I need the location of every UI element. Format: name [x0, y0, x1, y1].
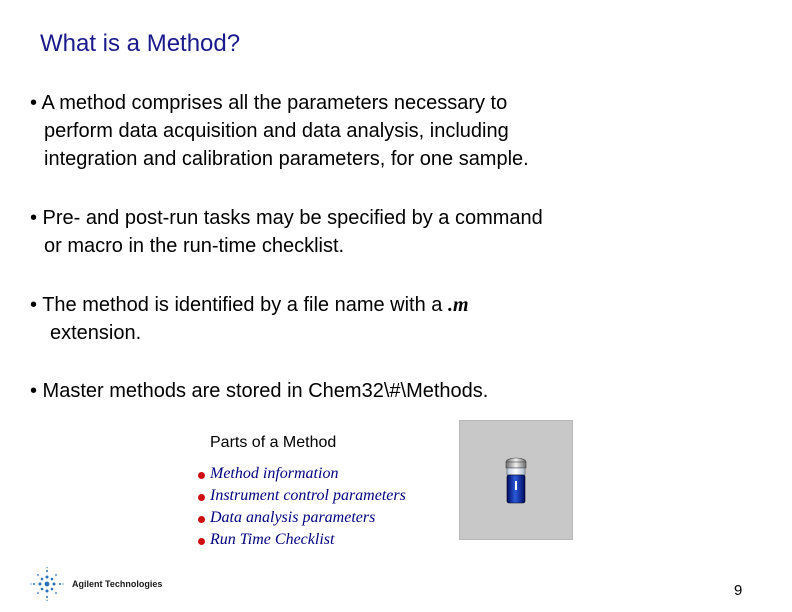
list-item — [198, 485, 406, 507]
bullet-text: integration and calibration parameters, for one sample. — [44, 148, 529, 170]
logo-text: Agilent Technologies — [72, 579, 163, 589]
bullet-dot-icon — [198, 472, 205, 479]
bullet-text: or macro in the run-time checklist. — [44, 235, 345, 257]
bullet-file-extension — [30, 291, 469, 347]
bullet-pre-post-run — [30, 204, 543, 260]
bullet-text: • A method comprises all the parameters necessary to — [30, 92, 508, 114]
file-extension: .m — [447, 294, 469, 316]
bullet-text: • Master methods are stored in Chem32\#\Methods. — [30, 380, 489, 402]
company-logo — [30, 566, 162, 602]
bullet-text: • Pre- and post-run tasks may be specified by a command — [30, 207, 543, 229]
list-item-label: Instrument control parameters — [210, 487, 406, 504]
list-item — [198, 529, 406, 551]
list-item-label: Data analysis parameters — [210, 509, 376, 526]
list-item — [198, 463, 406, 485]
page-number: 9 — [734, 582, 743, 599]
parts-list — [198, 463, 406, 551]
bullet-text-prefix: • The method is identified by a file name with a — [30, 294, 448, 316]
sample-vial-icon — [503, 457, 529, 507]
bullet-method-definition — [30, 89, 529, 173]
list-item — [198, 507, 406, 529]
bullet-text: perform data acquisition and data analysis, including — [44, 120, 509, 142]
list-item-label: Method information — [210, 465, 339, 482]
bullet-dot-icon — [198, 494, 205, 501]
bullet-dot-icon — [198, 516, 205, 523]
agilent-spark-logo-icon — [30, 566, 64, 602]
parts-heading: Parts of a Method — [210, 434, 337, 451]
slide-title: What is a Method? — [40, 30, 241, 57]
vial-panel — [459, 420, 573, 540]
bullet-text — [30, 291, 469, 319]
bullet-dot-icon — [198, 538, 205, 545]
list-item-label: Run Time Checklist — [210, 531, 335, 548]
bullet-master-methods — [30, 377, 488, 405]
bullet-text: extension. — [50, 322, 142, 344]
